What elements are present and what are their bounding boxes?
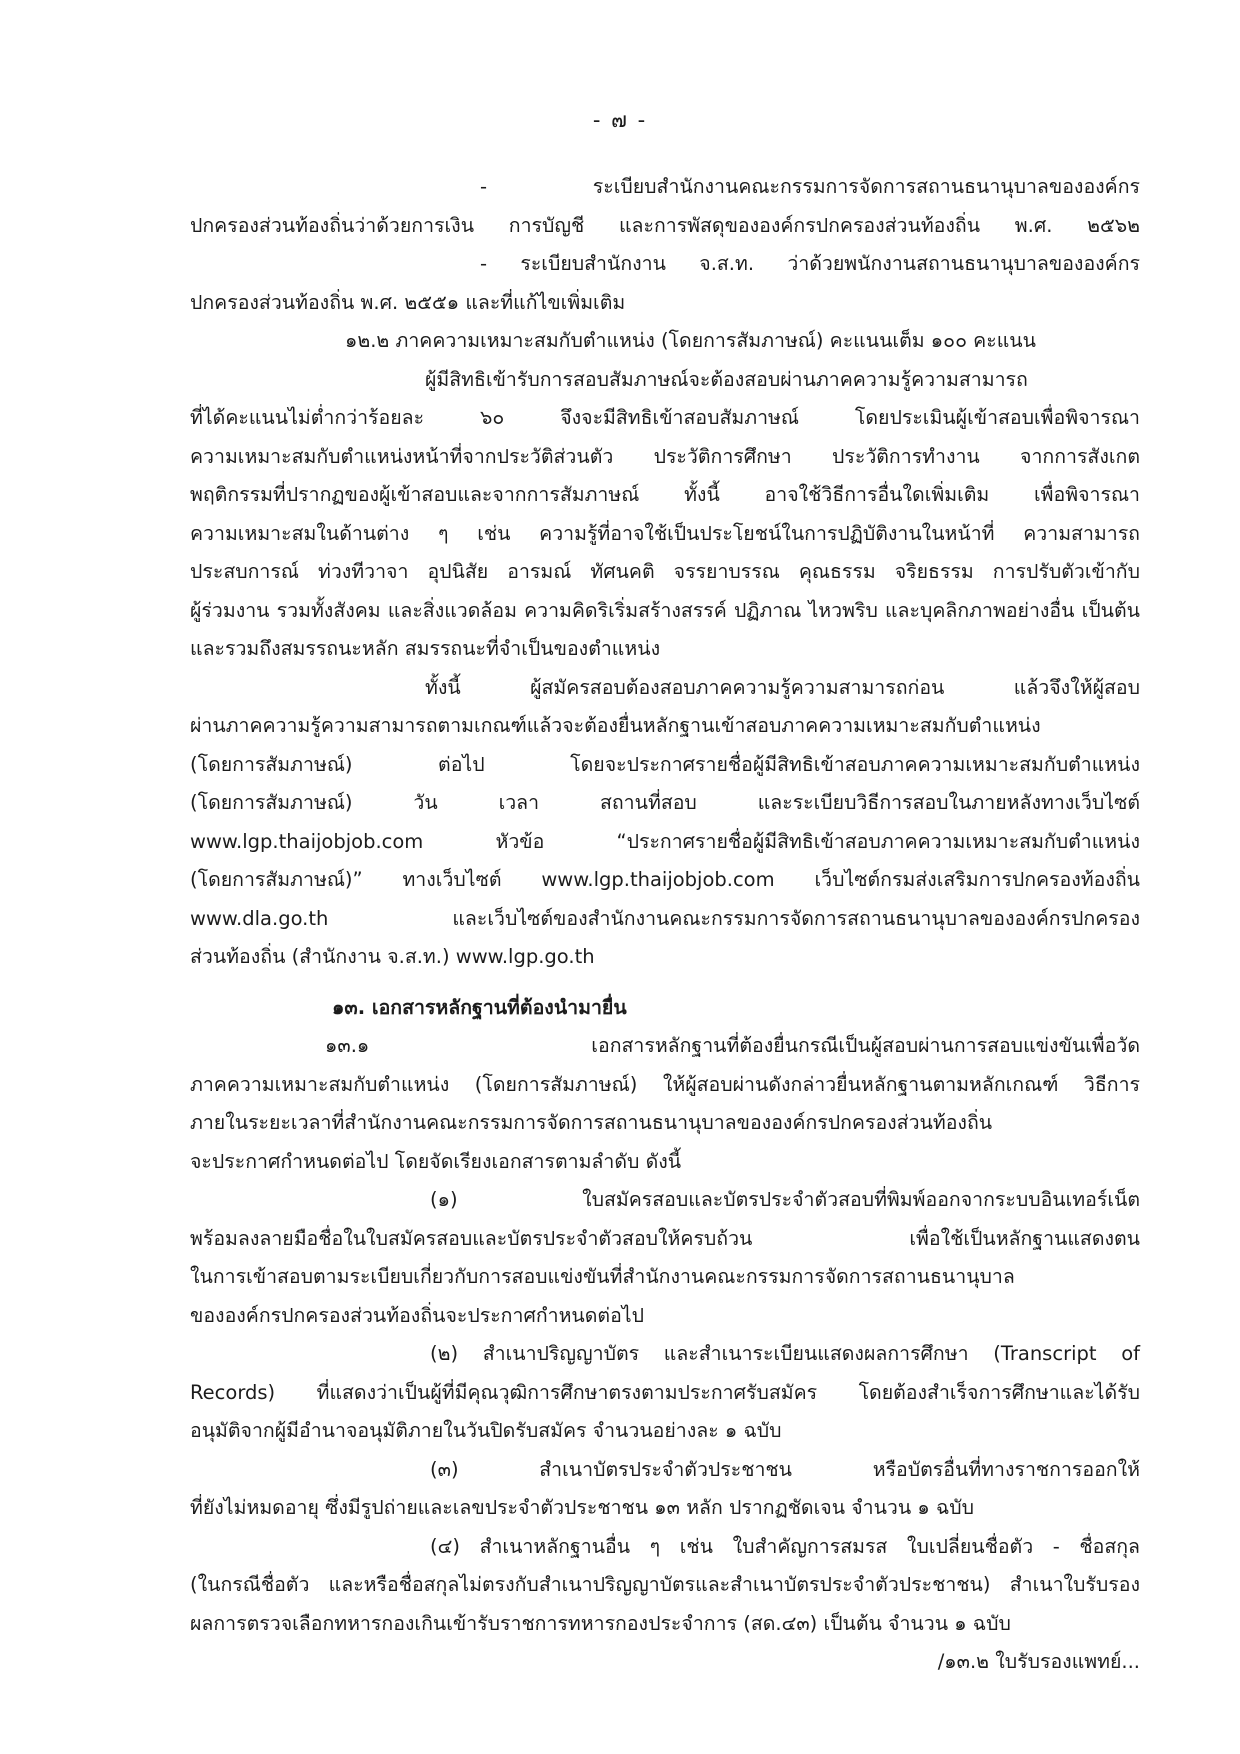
continuation-note: /๑๓.๒ ใบรับรองแพทย์... (937, 1650, 1140, 1673)
text-line: ผลการตรวจเลือกทหารกองเกินเข้ารับราชการทหารกองประจำการ (สด.๔๓) เป็นต้น จำนวน ๑ ฉบับ (190, 1611, 1011, 1635)
text-line: ปกครองส่วนท้องถิ่น พ.ศ. ๒๕๕๑ และที่แก้ไขเพิ่มเติม (190, 290, 626, 314)
section-heading: ๑๓. เอกสารหลักฐานที่ต้องนำมายื่น (332, 995, 627, 1019)
text-line: ประสบการณ์ ท่วงทีวาจา อุปนิสัย อารมณ์ ทัศนคติ จรรยาบรรณ คุณธรรม จริยธรรม การปรับตัวเข้ากับ (190, 560, 1140, 583)
text-line: ความเหมาะสมกับตำแหน่งหน้าที่จากประวัติส่วนตัว ประวัติการศึกษา ประวัติการทำงาน จากการสังเกต (190, 444, 1140, 468)
text-line: พร้อมลงลายมือชื่อในใบสมัครสอบและบัตรประจำตัวสอบให้ครบถ้วน เพื่อใช้เป็นหลักฐานแสดงตน (190, 1226, 1140, 1250)
section-spacer (190, 977, 1140, 989)
text-line: ปกครองส่วนท้องถิ่นว่าด้วยการเงิน การบัญชี และการพัสดุขององค์กรปกครองส่วนท้องถิ่น พ.ศ. ๒๕๖๒ (190, 213, 1140, 237)
text-line: ส่วนท้องถิ่น (สำนักงาน จ.ส.ท.) www.lgp.go.th (190, 945, 595, 968)
text-line: www.lgp.thaijobjob.com หัวข้อ “ประกาศรายชื่อผู้มีสิทธิเข้าสอบภาคความเหมาะสมกับตำแหน่ง (190, 829, 1140, 853)
text-line: (๔) สำเนาหลักฐานอื่น ๆ เช่น ใบสำคัญการสมรส ใบเปลี่ยนชื่อตัว - ชื่อสกุล (430, 1534, 1140, 1558)
text-line: ผู้มีสิทธิเข้ารับการสอบสัมภาษณ์จะต้องสอบผ่านภาคความรู้ความสามารถ (425, 367, 1028, 391)
text-line: ๑๓.๑ เอกสารหลักฐานที่ต้องยื่นกรณีเป็นผู้สอบผ่านการสอบแข่งขันเพื่อวัด (325, 1034, 1140, 1057)
text-line: ที่ได้คะแนนไม่ต่ำกว่าร้อยละ ๖๐ จึงจะมีสิทธิเข้าสอบสัมภาษณ์ โดยประเมินผู้เข้าสอบเพื่อพิจารณา (190, 406, 1140, 429)
text-line: ภายในระยะเวลาที่สำนักงานคณะกรรมการจัดการสถานธนานุบาลขององค์กรปกครองส่วนท้องถิ่น (190, 1111, 993, 1134)
text-line: ในการเข้าสอบตามระเบียบเกี่ยวกับการสอบแข่งขันที่สำนักงานคณะกรรมการจัดการสถานธนานุบาล (190, 1265, 1015, 1288)
text-line: (โดยการสัมภาษณ์)” ทางเว็บไซต์ www.lgp.thaijobjob.com เว็บไซต์กรมส่งเสริมการปกครองท้องถิ่น (190, 868, 1140, 891)
text-line: (๒) สำเนาปริญญาบัตร และสำเนาระเบียนแสดงผลการศึกษา (Transcript of (430, 1342, 1140, 1365)
text-line: พฤติกรรมที่ปรากฏของผู้เข้าสอบและจากการสัมภาษณ์ ทั้งนี้ อาจใช้วิธีการอื่นใดเพิ่มเติม เพื่อพิจารณา (190, 483, 1140, 506)
text-line: (โดยการสัมภาษณ์) ต่อไป โดยจะประกาศรายชื่อผู้มีสิทธิเข้าสอบภาคความเหมาะสมกับตำแหน่ง (190, 752, 1140, 776)
text-line: อนุมัติจากผู้มีอำนาจอนุมัติภายในวันปิดรับสมัคร จำนวนอย่างละ ๑ ฉบับ (190, 1419, 782, 1442)
text-line: (๑) ใบสมัครสอบและบัตรประจำตัวสอบที่พิมพ์ออกจากระบบอินเทอร์เน็ต (430, 1188, 1140, 1211)
text-line: (ในกรณีชื่อตัว และหรือชื่อสกุลไม่ตรงกับสำเนาปริญญาบัตรและสำเนาบัตรประจำตัวประชาชน) สำเนาใบรับรอง (190, 1573, 1140, 1596)
text-line: ๑๒.๒ ภาคความเหมาะสมกับตำแหน่ง (โดยการสัมภาษณ์) คะแนนเต็ม ๑๐๐ คะแนน (345, 329, 1036, 352)
text-line: ความเหมาะสมในด้านต่าง ๆ เช่น ความรู้ที่อาจใช้เป็นประโยชน์ในการปฏิบัติงานในหน้าที่ ความสามารถ (190, 521, 1140, 545)
text-line: และรวมถึงสมรรถนะหลัก สมรรถนะที่จำเป็นของตำแหน่ง (190, 637, 661, 660)
text-line: ภาคความเหมาะสมกับตำแหน่ง (โดยการสัมภาษณ์) ให้ผู้สอบผ่านดังกล่าวยื่นหลักฐานตามหลักเกณฑ์ วิธีการ (190, 1072, 1140, 1096)
text-line: ทั้งนี้ ผู้สมัครสอบต้องสอบภาคความรู้ความสามารถก่อน แล้วจึงให้ผู้สอบ (425, 675, 1140, 699)
text-line: จะประกาศกำหนดต่อไป โดยจัดเรียงเอกสารตามลำดับ ดังนี้ (190, 1149, 682, 1173)
document-body (190, 168, 1140, 1682)
text-line: (โดยการสัมภาษณ์) วัน เวลา สถานที่สอบ และระเบียบวิธีการสอบในภายหลังทางเว็บไซต์ (190, 791, 1140, 814)
text-line: - ระเบียบสำนักงานคณะกรรมการจัดการสถานธนานุบาลขององค์กร (480, 175, 1140, 198)
text-line: ที่ยังไม่หมดอายุ ซึ่งมีรูปถ่ายและเลขประจำตัวประชาชน ๑๓ หลัก ปรากฏชัดเจน จำนวน ๑ ฉบับ (190, 1496, 975, 1519)
text-line: ขององค์กรปกครองส่วนท้องถิ่นจะประกาศกำหนดต่อไป (190, 1303, 644, 1327)
text-line: ผ่านภาคความรู้ความสามารถตามเกณฑ์แล้วจะต้องยื่นหลักฐานเข้าสอบภาคความเหมาะสมกับตำแหน่ง (190, 714, 1041, 737)
page-number: - ๗ - (592, 108, 648, 132)
text-line: - ระเบียบสำนักงาน จ.ส.ท. ว่าด้วยพนักงานสถานธนานุบาลขององค์กร (480, 252, 1140, 275)
text-line: www.dla.go.th และเว็บไซต์ของสำนักงานคณะกรรมการจัดการสถานธนานุบาลขององค์กรปกครอง (190, 906, 1140, 930)
text-line: ผู้ร่วมงาน รวมทั้งสังคม และสิ่งแวดล้อม ความคิดริเริ่มสร้างสรรค์ ปฏิภาณ ไหวพริบ และบุคลิกภาพอย่างอื่น เป็นต้น (190, 598, 1140, 622)
text-line: Records) ที่แสดงว่าเป็นผู้ที่มีคุณวุฒิการศึกษาตรงตามประกาศรับสมัคร โดยต้องสำเร็จการศึกษาและได้รับ (190, 1380, 1140, 1404)
text-line: (๓) สำเนาบัตรประจำตัวประชาชน หรือบัตรอื่นที่ทางราชการออกให้ (430, 1457, 1140, 1481)
